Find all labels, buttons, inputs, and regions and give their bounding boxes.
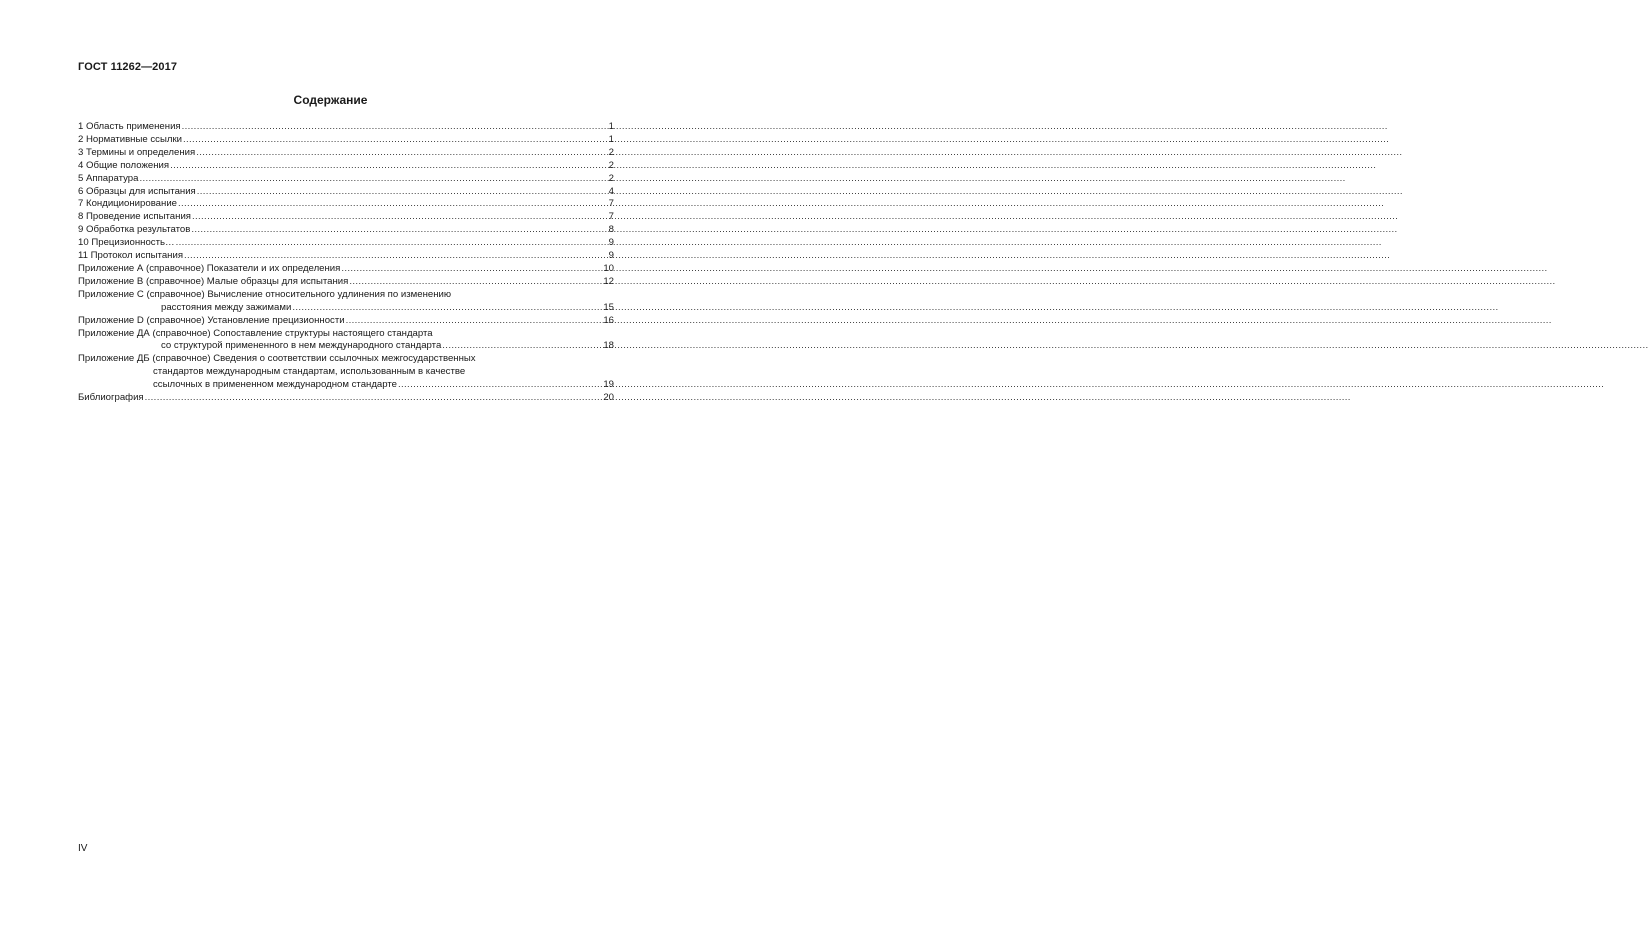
toc-entry: [78, 328, 614, 341]
toc-entry-page: 1: [608, 121, 614, 132]
leader-dots: [349, 276, 602, 289]
leader-dots: [398, 379, 602, 392]
toc-entry-page: 12: [603, 275, 614, 287]
toc-entry-label: Приложение ДА (справочное) Сопоставление структуры настоящего стандарта: [78, 327, 433, 339]
toc-entry-label: 6 Образцы для испытания: [78, 185, 196, 197]
toc-entry-page: 16: [603, 314, 614, 326]
toc-entry: [78, 134, 614, 147]
toc-entry-label: Приложение С (справочное) Вычисление относительного удлинения по изменению: [78, 288, 452, 300]
table-of-contents: [78, 121, 614, 405]
toc-entry-continuation: [78, 379, 614, 392]
toc-entry-label: ссылочных в примененном международном стандарте: [153, 379, 398, 391]
toc-entry: [78, 186, 614, 199]
leader-dots: [145, 392, 603, 405]
toc-entry-label: Приложение А (справочное) Показатели и их определения: [78, 262, 341, 274]
toc-entry-page: 19: [603, 379, 614, 391]
toc-entry-label: со структурой примененного в нем международного стандарта: [161, 340, 442, 352]
toc-entry-continuation: [78, 366, 614, 379]
toc-entry-continuation: [78, 302, 614, 315]
toc-entry-label: расстояния между зажимами: [161, 301, 292, 313]
toc-entry-label: 2 Нормативные ссылки: [78, 133, 183, 145]
toc-entry-page: 7: [608, 211, 614, 223]
page-number: IV: [78, 843, 88, 854]
leader-dots: [192, 211, 608, 224]
toc-entry: [78, 392, 614, 405]
leader-dots: [346, 315, 603, 328]
leader-dots: [341, 263, 602, 276]
leader-dots: [292, 302, 602, 315]
toc-entry-label: 11 Протокол испытания: [78, 250, 184, 262]
toc-entry-label: 7 Кондиционирование: [78, 198, 178, 210]
leader-dots: [197, 186, 608, 199]
page-title: Содержание: [293, 93, 368, 107]
toc-entry: [78, 315, 614, 328]
toc-entry: [78, 121, 614, 134]
toc-entry-label: Приложение В (справочное) Малые образцы для испытания: [78, 275, 349, 287]
toc-entry-continuation: [78, 340, 614, 353]
toc-entry: [78, 160, 614, 173]
leader-dots: [442, 340, 602, 353]
toc-entry: [78, 289, 614, 302]
toc-entry-label: 9 Обработка результатов: [78, 224, 191, 236]
toc-entry-label: 3 Термины и определения: [78, 146, 196, 158]
toc-entry-page: 18: [603, 340, 614, 352]
toc-entry-page: 1: [608, 133, 614, 145]
toc-entry-page: 15: [603, 301, 614, 313]
toc-entry-page: 8: [608, 224, 614, 236]
leader-dots: [191, 224, 607, 237]
leader-dots: [184, 250, 608, 263]
toc-entry: [78, 353, 614, 366]
toc-entry-page: 20: [603, 392, 614, 404]
toc-entry-page: 4: [608, 185, 614, 197]
toc-entry: [78, 198, 614, 211]
toc-entry-label: 5 Аппаратура: [78, 172, 139, 184]
toc-entry: [78, 147, 614, 160]
leader-dots: [182, 121, 608, 134]
leader-dots: [178, 198, 608, 211]
toc-entry-label: 1 Область применения: [78, 121, 181, 132]
toc-entry-page: 7: [608, 198, 614, 210]
toc-entry-page: 9: [608, 237, 614, 249]
toc-entry-label: 10 Прецизионность…: [78, 237, 175, 249]
toc-entry-label: Приложение ДБ (справочное) Сведения о соответствии ссылочных межгосударственных: [78, 353, 476, 365]
toc-entry-label: стандартов международным стандартам, использованным в качестве: [153, 366, 466, 378]
toc-entry: [78, 211, 614, 224]
toc-entry: [78, 250, 614, 263]
toc-entry: [78, 263, 614, 276]
toc-entry-label: 8 Проведение испытания: [78, 211, 191, 223]
leader-dots: [176, 237, 608, 250]
toc-entry-label: 4 Общие положения: [78, 159, 170, 171]
leader-dots: [170, 160, 608, 173]
leader-dots: [183, 134, 608, 147]
toc-entry-page: 2: [608, 159, 614, 171]
document-header: ГОСТ 11262—2017: [78, 61, 178, 73]
leader-dots: [196, 147, 607, 160]
toc-entry-page: 9: [608, 250, 614, 262]
leader-dots: [139, 173, 607, 186]
toc-entry: [78, 237, 614, 250]
toc-entry-label: Приложение D (справочное) Установление прецизионности: [78, 314, 345, 326]
toc-entry: [78, 276, 614, 289]
toc-entry-label: Библиография: [78, 392, 144, 404]
toc-entry-page: 2: [608, 146, 614, 158]
toc-entry-page: 2: [608, 172, 614, 184]
toc-entry: [78, 173, 614, 186]
toc-entry: [78, 224, 614, 237]
toc-entry-page: 10: [603, 262, 614, 274]
